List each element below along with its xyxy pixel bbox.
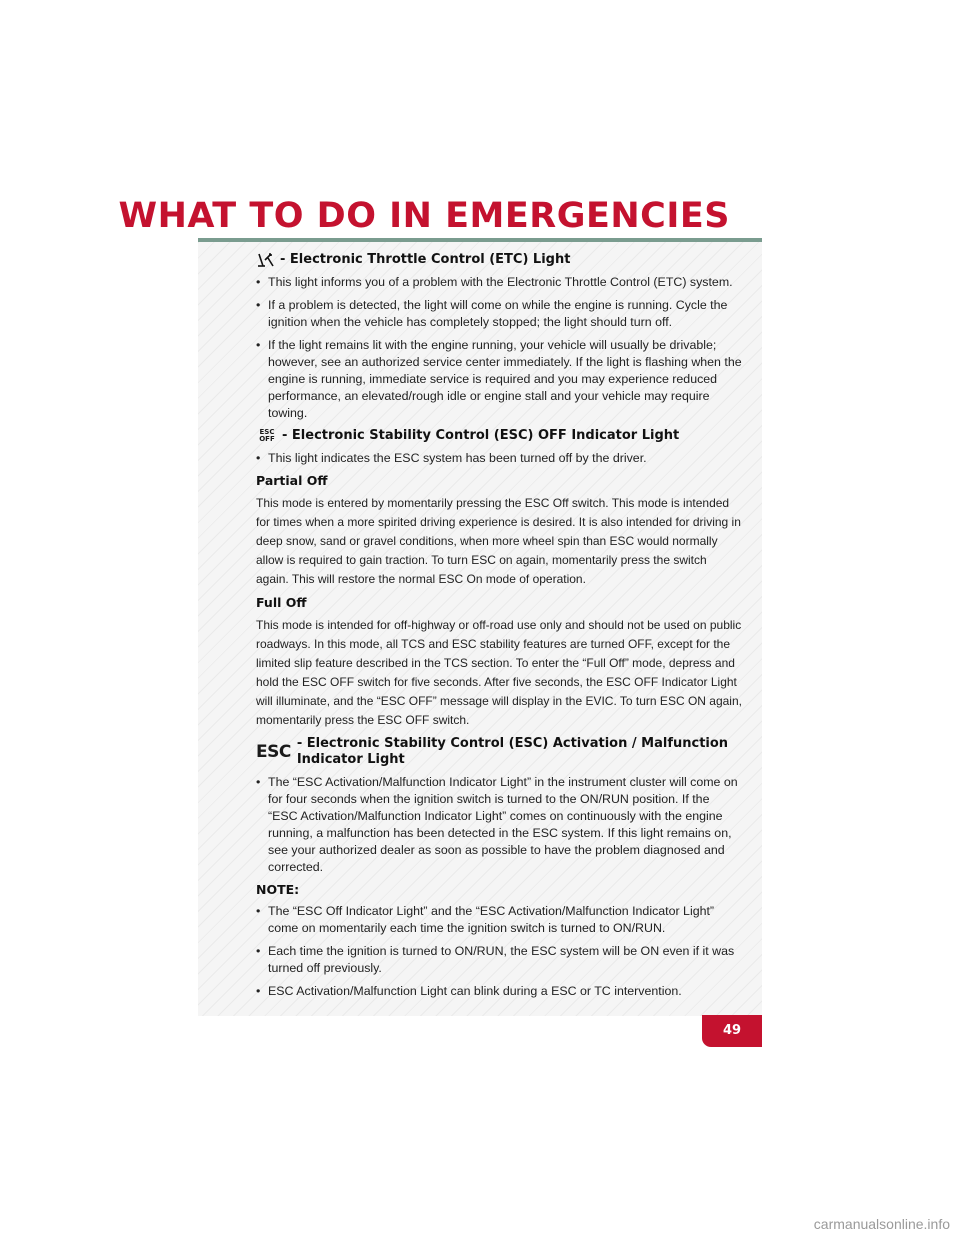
- list-item: • If the light remains lit with the engine running, your vehicle will usually be drivable; however, see an authorized service center immediately. If the light is flashing when the engine is running, immediate service is required and you may experience reduced performance, an elevated/rough idle or engine stall and your vehicle may require towing.: [256, 337, 742, 422]
- partial-off-text: This mode is entered by momentarily pressing the ESC Off switch. This mode is intended for times when a more spirited driving experience is desired. It is also intended for driving in deep snow, sand or gravel conditions, when more wheel spin than ESC would normally allow is required to gain traction. To turn ESC on again, momentarily press the switch again. This will restore the normal ESC On mode of operation.: [256, 496, 741, 586]
- esc-activation-bullets: [256, 774, 742, 876]
- esc-off-bullets: [256, 450, 742, 467]
- esc-activation-heading: - Electronic Stability Control (ESC) Activation / Malfunction Indicator Light: [296, 736, 729, 767]
- etc-bullets: [256, 274, 742, 422]
- full-off-text: This mode is intended for off-highway or off-road use only and should not be used on public roadways. In this mode, all TCS and ESC stability features are turned OFF, except for the limited slip feature described in the TCS section. To enter the “Full Off” mode, depress and hold the ESC OFF switch for five seconds. After five seconds, the ESC OFF Indicator Light will illuminate, and the “ESC OFF” message will display in the EVIC. To turn ESC ON again, momentarily press the ESC OFF switch.: [256, 618, 742, 727]
- content-panel: [198, 242, 762, 1016]
- esc-off-icon-bottom: OFF: [259, 435, 275, 443]
- etc-heading: - Electronic Throttle Control (ETC) Light: [280, 252, 571, 267]
- list-item: • Each time the ignition is turned to ON/RUN, the ESC system will be ON even if it was turned off previously.: [256, 943, 742, 977]
- full-off-title: Full Off: [256, 595, 307, 610]
- list-item: • If a problem is detected, the light will come on while the engine is running. Cycle the ignition when the vehicle has completely stopped; the light should turn off.: [256, 297, 742, 331]
- etc-heading-row: [256, 252, 742, 268]
- esc-icon: ESC: [256, 742, 291, 762]
- footer-watermark: carmanualsonline.info: [813, 1216, 950, 1232]
- esc-off-icon-top: ESC: [259, 428, 275, 436]
- list-item: • The “ESC Activation/Malfunction Indicator Light” in the instrument cluster will come on for four seconds when the ignition switch is turned to the ON/RUN position. If the “ESC Activation/Malfunction Indicator Light” comes on continuously with the engine running, a malfunction has been detected in the ESC system. If this light remains on, see your authorized dealer as soon as possible to have the problem diagnosed and corrected.: [256, 774, 742, 876]
- list-item: • The “ESC Off Indicator Light” and the “ESC Activation/Malfunction Indicator Light” come on momentarily each time the ignition switch is turned to ON/RUN.: [256, 903, 742, 937]
- list-item: • ESC Activation/Malfunction Light can blink during a ESC or TC intervention.: [256, 983, 742, 1000]
- esc-off-icon: [256, 429, 278, 443]
- page-number: 49: [702, 1015, 762, 1047]
- list-item: • This light indicates the ESC system has been turned off by the driver.: [256, 450, 742, 467]
- esc-off-heading-row: [256, 428, 742, 444]
- content-inner: [256, 252, 742, 1006]
- note-title: NOTE:: [256, 882, 300, 897]
- esc-activation-heading-row: [256, 736, 742, 768]
- list-item: • This light informs you of a problem with the Electronic Throttle Control (ETC) system.: [256, 274, 742, 291]
- note-bullets: [256, 903, 742, 1000]
- page-title: WHAT TO DO IN EMERGENCIES: [118, 196, 730, 236]
- throttle-icon: [256, 252, 276, 268]
- esc-off-heading: - Electronic Stability Control (ESC) OFF Indicator Light: [282, 428, 680, 443]
- partial-off-title: Partial Off: [256, 473, 328, 488]
